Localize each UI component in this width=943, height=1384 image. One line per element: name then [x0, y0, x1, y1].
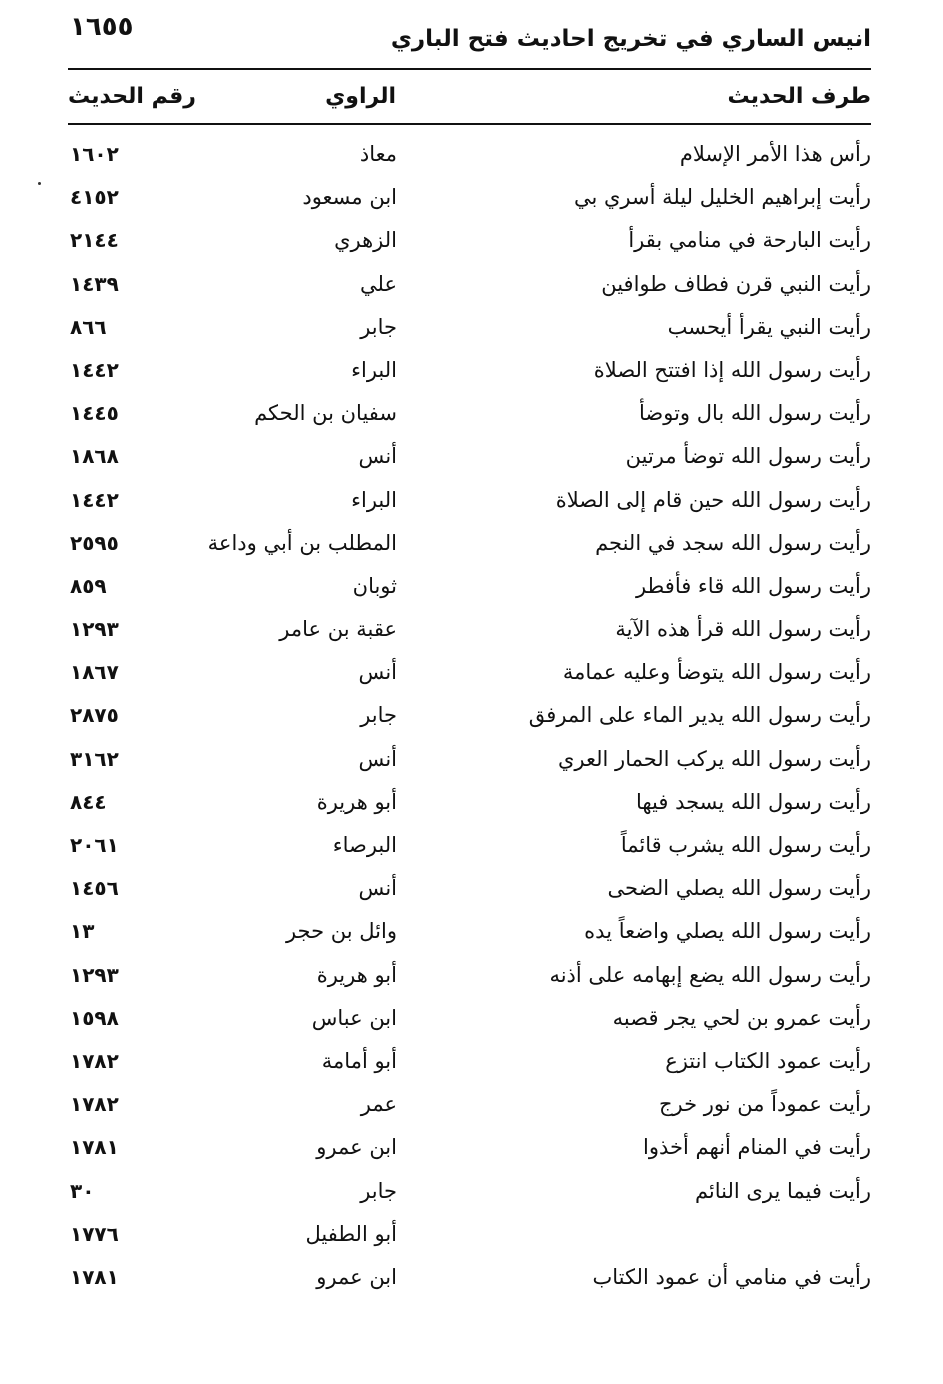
hadith-number-cell: ٣١٦٢ — [70, 746, 119, 771]
hadith-index-table — [0, 136, 943, 1302]
narrator-cell: أبو هريرة — [316, 789, 397, 814]
hadith-number-cell: ٢٠٦١ — [70, 833, 119, 857]
hadith-cell: رأيت رسول الله يصلي الضحى — [607, 876, 871, 901]
hadith-number-cell: ١٢٩٣ — [70, 617, 119, 642]
narrator-cell: المطلب بن أبي وداعة — [207, 530, 397, 555]
narrator-cell: البراء — [351, 357, 397, 382]
hadith-cell: رأيت رسول الله يدير الماء على المرفق — [528, 703, 871, 728]
hadith-cell: رأيت رسول الله يتوضأ وعليه عمامة — [562, 660, 871, 685]
narrator-cell: ثوبان — [352, 573, 397, 598]
narrator-cell: جابر — [360, 1178, 397, 1203]
hadith-number-cell: ١٧٨١ — [70, 1135, 119, 1160]
table-row — [0, 1216, 943, 1259]
hadith-cell: رأيت رسول الله يضع إبهامه على أذنه — [549, 962, 871, 987]
table-row — [0, 1129, 943, 1172]
narrator-cell: أبو الطفيل — [305, 1221, 397, 1246]
hadith-number-cell: ٨٤٤ — [70, 789, 107, 814]
narrator-cell: ابن مسعود — [302, 185, 397, 210]
hadith-number-cell: ٢٥٩٥ — [70, 530, 119, 555]
hadith-number-cell: ٨٥٩ — [70, 573, 107, 598]
table-row — [0, 395, 943, 438]
narrator-cell: عمر — [360, 1092, 397, 1117]
table-row — [0, 568, 943, 611]
table-row — [0, 525, 943, 568]
narrator-cell: أبو هريرة — [316, 962, 397, 987]
hadith-number-cell: ١٧٨٢ — [70, 1092, 119, 1117]
hadith-cell: رأيت رسول الله قرأ هذه الآية — [615, 617, 871, 642]
narrator-cell: ابن عمرو — [316, 1264, 397, 1289]
narrator-cell: أبو أمامة — [321, 1048, 397, 1073]
header-divider — [68, 68, 871, 70]
column-header-divider — [68, 123, 871, 125]
table-row — [0, 1259, 943, 1302]
hadith-cell: رأيت رسول الله يسجد فيها — [635, 789, 871, 814]
table-row — [0, 1086, 943, 1129]
hadith-cell: رأيت النبي يقرأ أيحسب — [667, 314, 871, 339]
table-row — [0, 741, 943, 784]
column-header-hadith: طرف الحديث — [727, 84, 871, 109]
narrator-cell: أنس — [358, 876, 397, 901]
hadith-cell: رأيت رسول الله يشرب قائماً — [620, 833, 871, 857]
page-number: ١٦٥٥ — [70, 12, 134, 42]
hadith-cell: رأيت عمود الكتاب انتزع — [665, 1048, 871, 1073]
hadith-number-cell: ١٤٤٢ — [70, 487, 119, 512]
hadith-cell: رأيت رسول الله قاء فأفطر — [635, 573, 871, 598]
hadith-number-cell: ١٥٩٨ — [70, 1005, 119, 1030]
column-header-narrator: الراوي — [325, 84, 396, 109]
running-title: انيس الساري في تخريج احاديث فتح الباري — [390, 26, 871, 52]
table-row — [0, 784, 943, 827]
hadith-cell: رأيت عموداً من نور خرج — [658, 1092, 871, 1117]
hadith-cell: رأيت رسول الله حين قام إلى الصلاة — [555, 487, 871, 512]
narrator-cell: جابر — [360, 703, 397, 728]
table-row — [0, 136, 943, 179]
table-row — [0, 482, 943, 525]
hadith-number-cell: ٣٠ — [70, 1178, 95, 1203]
table-row — [0, 1043, 943, 1086]
table-row — [0, 352, 943, 395]
hadith-cell: رأيت رسول الله يصلي واضعاً يده — [584, 919, 871, 944]
hadith-cell: رأيت رسول الله إذا افتتح الصلاة — [593, 357, 871, 382]
table-row — [0, 1173, 943, 1216]
table-row — [0, 957, 943, 1000]
table-row — [0, 179, 943, 222]
hadith-number-cell: ١٤٥٦ — [70, 876, 119, 901]
hadith-number-cell: ١٧٨٢ — [70, 1048, 119, 1073]
hadith-cell: رأيت فيما يرى النائم — [694, 1178, 871, 1203]
narrator-cell: ابن عمرو — [316, 1135, 397, 1160]
narrator-cell: أنس — [358, 746, 397, 771]
hadith-cell: رأيت رسول الله سجد في النجم — [595, 530, 871, 555]
narrator-cell: البرصاء — [332, 833, 397, 857]
hadith-cell: رأس هذا الأمر الإسلام — [679, 142, 871, 166]
hadith-cell: رأيت في منامي أن عمود الكتاب — [592, 1264, 871, 1289]
table-row — [0, 913, 943, 956]
table-row — [0, 438, 943, 481]
hadith-number-cell: ١٢٩٣ — [70, 962, 119, 987]
table-row — [0, 222, 943, 265]
print-speck — [38, 182, 41, 185]
hadith-number-cell: ٨٦٦ — [70, 314, 107, 339]
table-row — [0, 827, 943, 870]
hadith-number-cell: ١٧٨١ — [70, 1264, 119, 1289]
narrator-cell: أنس — [358, 660, 397, 685]
hadith-cell: رأيت في المنام أنهم أخذوا — [643, 1135, 871, 1160]
hadith-number-cell: ١٨٦٧ — [70, 660, 119, 685]
hadith-cell: رأيت البارحة في منامي بقرأ — [628, 228, 871, 253]
table-row — [0, 654, 943, 697]
table-row — [0, 266, 943, 309]
table-row — [0, 309, 943, 352]
hadith-cell: رأيت النبي قرن فطاف طوافين — [601, 271, 871, 296]
hadith-number-cell: ٢٨٧٥ — [70, 703, 119, 728]
table-row — [0, 611, 943, 654]
narrator-cell: معاذ — [359, 142, 397, 166]
hadith-cell: رأيت رسول الله بال وتوضأ — [639, 401, 871, 426]
hadith-cell: رأيت إبراهيم الخليل ليلة أسري بي — [573, 185, 871, 210]
narrator-cell: علي — [360, 271, 397, 296]
narrator-cell: الزهري — [334, 228, 397, 253]
hadith-number-cell: ٢١٤٤ — [70, 228, 119, 253]
hadith-number-cell: ١٨٦٨ — [70, 444, 119, 469]
hadith-number-cell: ٤١٥٢ — [70, 185, 119, 210]
narrator-cell: وائل بن حجر — [285, 919, 397, 944]
narrator-cell: سفيان بن الحكم — [254, 401, 397, 426]
table-row — [0, 1000, 943, 1043]
hadith-number-cell: ١٤٤٢ — [70, 357, 119, 382]
narrator-cell: أنس — [358, 444, 397, 469]
hadith-cell: رأيت رسول الله توضأ مرتين — [625, 444, 871, 469]
narrator-cell: البراء — [351, 487, 397, 512]
hadith-cell: رأيت عمرو بن لحي يجر قصبه — [612, 1005, 871, 1030]
hadith-cell: رأيت رسول الله يركب الحمار العري — [557, 746, 871, 771]
hadith-number-cell: ١٣ — [70, 919, 95, 944]
narrator-cell: ابن عباس — [311, 1005, 397, 1030]
table-row — [0, 697, 943, 740]
hadith-number-cell: ١٧٧٦ — [70, 1221, 119, 1246]
narrator-cell: عقبة بن عامر — [279, 617, 397, 642]
hadith-number-cell: ١٤٣٩ — [70, 271, 119, 296]
hadith-number-cell: ١٦٠٢ — [70, 142, 119, 166]
hadith-number-cell: ١٤٤٥ — [70, 401, 119, 426]
table-row — [0, 870, 943, 913]
column-header-number: رقم الحديث — [68, 84, 196, 109]
narrator-cell: جابر — [360, 314, 397, 339]
